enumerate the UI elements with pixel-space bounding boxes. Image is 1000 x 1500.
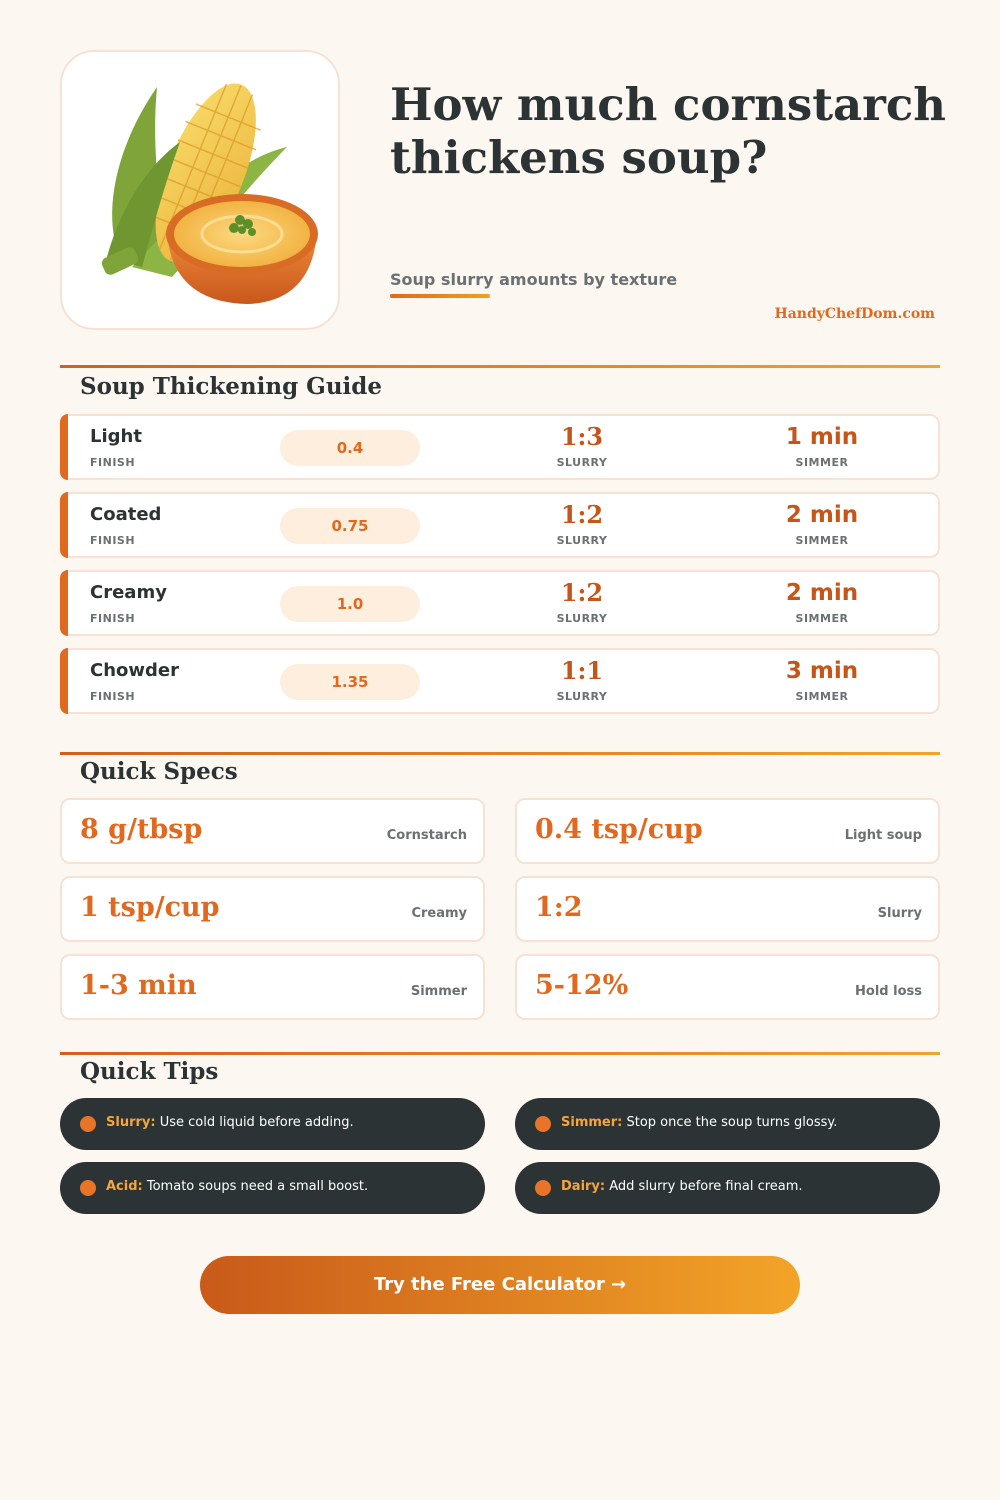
tip-pill (60, 1098, 485, 1150)
slurry-label: SLURRY (556, 690, 608, 703)
row-accent-bar (60, 492, 68, 558)
slurry-ratio: 1:2 (560, 578, 604, 607)
guide-row-light (60, 414, 940, 480)
row-accent-bar (60, 414, 68, 480)
spec-value: 0.4 tsp/cup (535, 814, 703, 845)
spec-card (515, 876, 940, 942)
tip-key: Dairy: (561, 1179, 606, 1194)
tip-body: Use cold liquid before adding. (159, 1115, 354, 1130)
guide-row-chowder (60, 648, 940, 714)
simmer-label: SIMMER (795, 534, 849, 547)
dot-icon (535, 1116, 551, 1132)
spec-value: 8 g/tbsp (80, 814, 203, 845)
finish-name: Coated (90, 504, 162, 525)
tips-section-title: Quick Tips (80, 1058, 219, 1085)
tip-body: Stop once the soup turns glossy. (626, 1115, 838, 1130)
dot-icon (80, 1180, 96, 1196)
calculator-cta-button[interactable]: Try the Free Calculator → (200, 1256, 800, 1314)
tip-text (106, 1115, 354, 1130)
tip-key: Acid: (106, 1179, 143, 1194)
slurry-ratio: 1:1 (560, 656, 604, 685)
spec-value: 1-3 min (80, 970, 197, 1001)
slurry-label: SLURRY (556, 612, 608, 625)
slurry-label: SLURRY (556, 456, 608, 469)
tip-key: Simmer: (561, 1115, 623, 1130)
spec-label: Light soup (844, 828, 922, 843)
spec-value: 5-12% (535, 970, 629, 1001)
spec-label: Creamy (411, 906, 467, 921)
section-divider (60, 365, 940, 368)
slurry-ratio: 1:2 (560, 500, 604, 529)
finish-label: FINISH (90, 612, 136, 625)
simmer-label: SIMMER (795, 612, 849, 625)
slurry-label: SLURRY (556, 534, 608, 547)
finish-name: Chowder (90, 660, 179, 681)
spec-card (515, 798, 940, 864)
tip-pill (515, 1162, 940, 1214)
tip-key: Slurry: (106, 1115, 156, 1130)
simmer-time: 3 min (785, 658, 859, 684)
simmer-time: 2 min (785, 580, 859, 606)
tip-pill (60, 1162, 485, 1214)
amount-pill: 0.75 (280, 508, 420, 544)
tip-body: Tomato soups need a small boost. (146, 1179, 369, 1194)
finish-label: FINISH (90, 690, 136, 703)
spec-card (515, 954, 940, 1020)
finish-name: Creamy (90, 582, 167, 603)
spec-value: 1:2 (535, 892, 583, 923)
spec-label: Hold loss (855, 984, 922, 999)
simmer-label: SIMMER (795, 456, 849, 469)
page-title: How much cornstarch thickens soup? (390, 78, 946, 184)
finish-name: Light (90, 426, 142, 447)
hero-image-card (60, 50, 340, 330)
simmer-time: 2 min (785, 502, 859, 528)
amount-pill: 1.35 (280, 664, 420, 700)
slurry-ratio: 1:3 (560, 422, 604, 451)
dot-icon (80, 1116, 96, 1132)
finish-label: FINISH (90, 534, 136, 547)
amount-pill: 0.4 (280, 430, 420, 466)
row-accent-bar (60, 570, 68, 636)
amount-pill: 1.0 (280, 586, 420, 622)
tip-text (561, 1179, 803, 1194)
corn-soup-illustration (62, 52, 342, 332)
tip-text (106, 1179, 368, 1194)
specs-section-title: Quick Specs (80, 758, 238, 785)
page-subtitle: Soup slurry amounts by texture (390, 270, 678, 289)
spec-label: Slurry (877, 906, 922, 921)
subtitle-underline (390, 294, 490, 298)
tip-pill (515, 1098, 940, 1150)
section-divider (60, 752, 940, 755)
spec-card (60, 954, 485, 1020)
guide-row-creamy (60, 570, 940, 636)
site-name[interactable]: HandyChefDom.com (774, 306, 935, 322)
spec-value: 1 tsp/cup (80, 892, 220, 923)
tip-body: Add slurry before final cream. (609, 1179, 803, 1194)
spec-card (60, 876, 485, 942)
simmer-time: 1 min (785, 424, 859, 450)
simmer-label: SIMMER (795, 690, 849, 703)
dot-icon (535, 1180, 551, 1196)
guide-section-title: Soup Thickening Guide (80, 373, 382, 400)
spec-label: Cornstarch (386, 828, 467, 843)
tip-text (561, 1115, 837, 1130)
section-divider (60, 1052, 940, 1055)
finish-label: FINISH (90, 456, 136, 469)
spec-card (60, 798, 485, 864)
row-accent-bar (60, 648, 68, 714)
guide-row-coated (60, 492, 940, 558)
spec-label: Simmer (410, 984, 467, 999)
